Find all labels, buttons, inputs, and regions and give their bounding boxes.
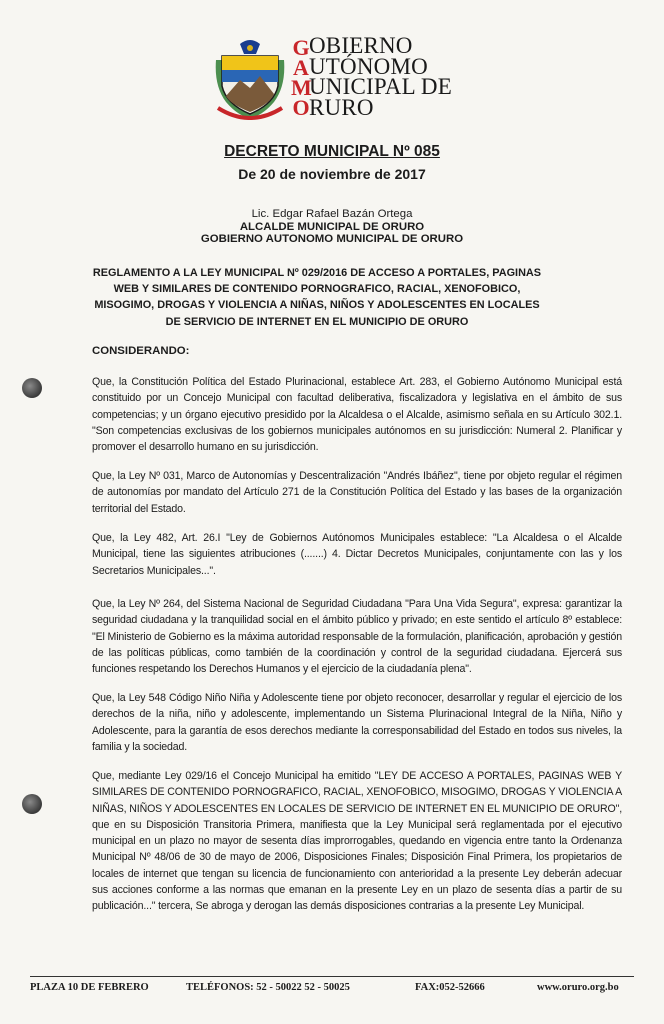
paragraph: Que, mediante Ley 029/16 el Concejo Municipal ha emitido "LEY DE ACCESO A PORTALES, PAGINAS WEB Y SIMILARES DE CONTENIDO PORNOGRAFICO, RACIAL, XENOFOBICO, MISOGIMO, DROGAS Y VIOLENCIA A NIÑAS, NIÑOS Y ADOLESCENTES EN LOCALES DE SERVICIO DE INTERNET EN EL MUNICIPIO DE ORURO", que en su Disposición Transitoria Primera, manifiesta que la Ley Municipal será reglamentada por el ejecutivo municipal en un plazo no mayor de sesenta días improrrogables, quedando en vigencia entre tanto la Ordenanza Municipal Nº 48/06 de 30 de mayo de 2006, Disposiciones Finales; Disposición Final Primera, los propietarios de locales de internet que tengan su licencia de funcionamiento con anterioridad a la presente Ley deberán adecuar sus acciones conforme a las normas que emanan en la presente Ley en un plazo de sesenta días a partir de su publicación..." tercera, Se abroga y derogan las demás disposiciones contrarias a la presente Ley Municipal. xyxy=(92,770,622,913)
paragraph: Que, la Ley Nº 031, Marco de Autonomías y Descentralización "Andrés Ibáñez", tiene por objeto regular el régimen de autonomías por mandato del Artículo 271 de la Constitución Política del Estado y las bases de la organización territorial del Estado. xyxy=(92,470,622,515)
footer-website[interactable]: www.oruro.org.bo xyxy=(537,982,619,993)
logo-line: RURO xyxy=(309,94,374,120)
paragraph: Que, la Ley Nº 264, del Sistema Nacional de Seguridad Ciudadana "Para Una Vida Segura", expresa: garantizar la seguridad ciudadana y la tranquilidad social en el ámbito público y privado; en este sentido el artículo 8º establece: "El Ministerio de Gobierno es la máxima autoridad responsable de la formulación, planificación, aprobación y gestión de las políticas públicas, como también de la coordinación y control de la seguridad ciudadana. Ejercerá sus funciones respetando los Derechos Humanos y el ejercicio de la ciudadanía plena". xyxy=(92,598,622,676)
logo-initials xyxy=(291,35,312,120)
footer-fax: FAX:052-52666 xyxy=(415,982,485,993)
punch-hole xyxy=(22,794,42,814)
signatory-entity: GOBIERNO AUTONOMO MUNICIPAL DE ORURO xyxy=(200,233,464,245)
decree-title: DECRETO MUNICIPAL Nº 085 xyxy=(224,143,440,160)
logo-line: UNICIPAL DE xyxy=(309,74,452,99)
footer-phones: TELÉFONOS: 52 - 50022 52 - 50025 xyxy=(186,982,350,993)
logo-letter: G xyxy=(292,35,310,60)
footer-divider xyxy=(30,976,634,977)
municipal-seal-icon xyxy=(212,36,288,120)
signatory-role: ALCALDE MUNICIPAL DE ORURO xyxy=(239,220,425,233)
gamo-logo xyxy=(212,34,452,124)
paragraph: Que, la Ley 482, Art. 26.I "Ley de Gobiernos Autónomos Municipales establece: "La Alcaldesa o el Alcalde Municipal, tiene las siguientes atribuciones (.......) 4. Dictar Decretos Municipales, conjuntamente con las y los Secretarios Municipales...". xyxy=(92,532,622,577)
paragraph: Que, la Constitución Política del Estado Plurinacional, establece Art. 283, el Gobierno Autónomo Municipal está constituido por un Concejo Municipal con facultad deliberativa, fiscalizadora y legislativa en el ámbito de sus competencias; y un órgano ejecutivo presidido por la Alcaldesa o el Alcalde, asimismo señala en su Artículo 302.1. "Son competencias exclusivas de los gobiernos municipales autónomos en su jurisdicción: Numeral 2. Planificar y promover el desarrollo humano en su jurisdicción. xyxy=(92,376,622,454)
paragraph: Que, la Ley 548 Código Niño Niña y Adolescente tiene por objeto reconocer, desarrollar y regular el ejercicio de los derechos de la niña, niño y adolescente, implementando un Sistema Plurinacional Integral de la Niña, Niño y Adolescente, para la garantía de esos derechos mediante la corresponsabilidad del Estado en todos sus niveles, la familia y la sociedad. xyxy=(92,692,622,753)
logo-letter: A xyxy=(293,55,309,80)
signatory-name: Lic. Edgar Rafael Bazán Ortega xyxy=(251,208,413,220)
footer-address: PLAZA 10 DE FEBRERO xyxy=(30,982,149,993)
punch-hole xyxy=(22,378,42,398)
logo-line: UTÓNOMO xyxy=(309,53,428,79)
decree-subject: REGLAMENTO A LA LEY MUNICIPAL Nº 029/2016 DE ACCESO A PORTALES, PAGINAS WEB Y SIMILARES DE CONTENIDO PORNOGRAFICO, RACIAL, XENOFOBICO, MISOGIMO, DROGAS Y VIOLENCIA A NIÑAS, NIÑOS Y ADOLESCENTES EN LOCALES DE SERVICIO DE INTERNET EN EL MUNICIPIO DE ORURO xyxy=(92,267,542,328)
decree-date: De 20 de noviembre de 2017 xyxy=(238,166,426,182)
considerando-heading: CONSIDERANDO: xyxy=(92,345,190,357)
logo-letter: O xyxy=(292,95,310,120)
logo-wordmark xyxy=(309,33,452,120)
logo-line: OBIERNO xyxy=(309,33,413,58)
logo-letter: M xyxy=(291,75,312,100)
signatory-block xyxy=(0,208,664,246)
